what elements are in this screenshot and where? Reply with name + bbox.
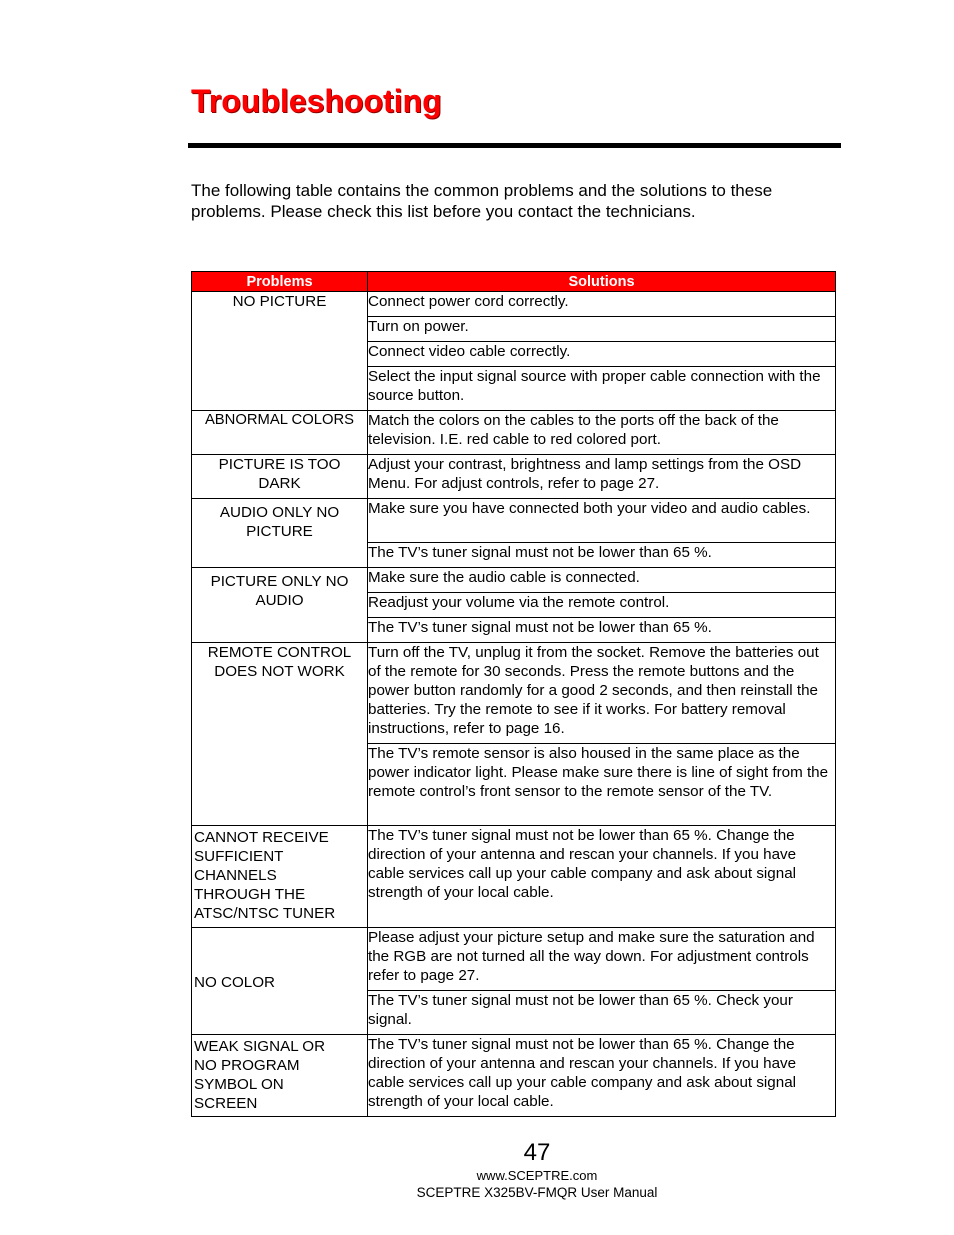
solution-cell: The TV’s tuner signal must not be lower than 65 %. Change the direction of your antenna and rescan your channels. If you have cable services call up your cable company and ask about signal strength of your local cable. <box>368 1035 836 1117</box>
solution-cell: The TV’s remote sensor is also housed in the same place as the power indicator light. Please make sure there is line of sight from the remote control’s front sensor to the remote sensor of the TV. <box>368 744 836 826</box>
table-row <box>192 411 836 455</box>
solution-cell: Make sure you have connected both your video and audio cables. <box>368 499 836 543</box>
table-row <box>192 826 836 928</box>
problem-cell: NO PICTURE <box>192 292 368 411</box>
solution-cell: Connect power cord correctly. <box>368 292 836 317</box>
problem-cell: REMOTE CONTROL DOES NOT WORK <box>192 643 368 826</box>
solution-cell: Make sure the audio cable is connected. <box>368 568 836 593</box>
solution-cell: Please adjust your picture setup and make sure the saturation and the RGB are not turned all the way down. For adjustment controls refer to page 27. <box>368 928 836 991</box>
table-row <box>192 643 836 744</box>
solution-cell: Turn off the TV, unplug it from the socket. Remove the batteries out of the remote for 30 seconds. Press the remote buttons and the power button randomly for a good 2 seconds, and then reinstall the batteries. Try the remote to see if it works. For battery removal instructions, refer to page 16. <box>368 643 836 744</box>
table-row <box>192 499 836 543</box>
table-row <box>192 568 836 593</box>
table-row <box>192 1035 836 1117</box>
header-solutions: Solutions <box>368 272 836 292</box>
title-divider <box>188 143 841 148</box>
solution-cell: Match the colors on the cables to the ports off the back of the television. I.E. red cable to red colored port. <box>368 411 836 455</box>
table-header-row <box>192 272 836 292</box>
solution-cell: The TV’s tuner signal must not be lower than 65 %. <box>368 543 836 568</box>
problem-cell: WEAK SIGNAL OR NO PROGRAM SYMBOL ON SCREEN <box>192 1035 368 1117</box>
problem-cell: PICTURE ONLY NO AUDIO <box>192 568 368 643</box>
problem-cell: PICTURE IS TOO DARK <box>192 455 368 499</box>
solution-cell: Adjust your contrast, brightness and lamp settings from the OSD Menu. For adjust controls, refer to page 27. <box>368 455 836 499</box>
footer-manual-title: SCEPTRE X325BV-FMQR User Manual <box>416 1185 658 1200</box>
page-number: 47 <box>523 1139 551 1166</box>
table-row <box>192 928 836 991</box>
troubleshooting-table <box>191 271 836 1117</box>
problem-cell: NO COLOR <box>192 928 368 1035</box>
table-row <box>192 455 836 499</box>
solution-cell: Turn on power. <box>368 317 836 342</box>
problem-cell: ABNORMAL COLORS <box>192 411 368 455</box>
solution-cell: The TV’s tuner signal must not be lower than 65 %. Check your signal. <box>368 991 836 1035</box>
table-row <box>192 292 836 317</box>
footer-website: www.SCEPTRE.com <box>476 1168 598 1183</box>
problem-cell: CANNOT RECEIVE SUFFICIENT CHANNELS THROUGH THE ATSC/NTSC TUNER <box>192 826 368 928</box>
intro-paragraph: The following table contains the common problems and the solutions to these problems. Please check this list before you contact the technicians. <box>191 181 773 221</box>
solution-cell: The TV’s tuner signal must not be lower than 65 %. Change the direction of your antenna and rescan your channels. If you have cable services call up your cable company and ask about signal strength of your local cable. <box>368 826 836 928</box>
problem-cell: AUDIO ONLY NO PICTURE <box>192 499 368 568</box>
solution-cell: Readjust your volume via the remote control. <box>368 593 836 618</box>
solution-cell: Select the input signal source with proper cable connection with the source button. <box>368 367 836 411</box>
solution-cell: The TV’s tuner signal must not be lower than 65 %. <box>368 618 836 643</box>
header-problems: Problems <box>192 272 368 292</box>
solution-cell: Connect video cable correctly. <box>368 342 836 367</box>
page-title: Troubleshooting <box>191 83 442 119</box>
